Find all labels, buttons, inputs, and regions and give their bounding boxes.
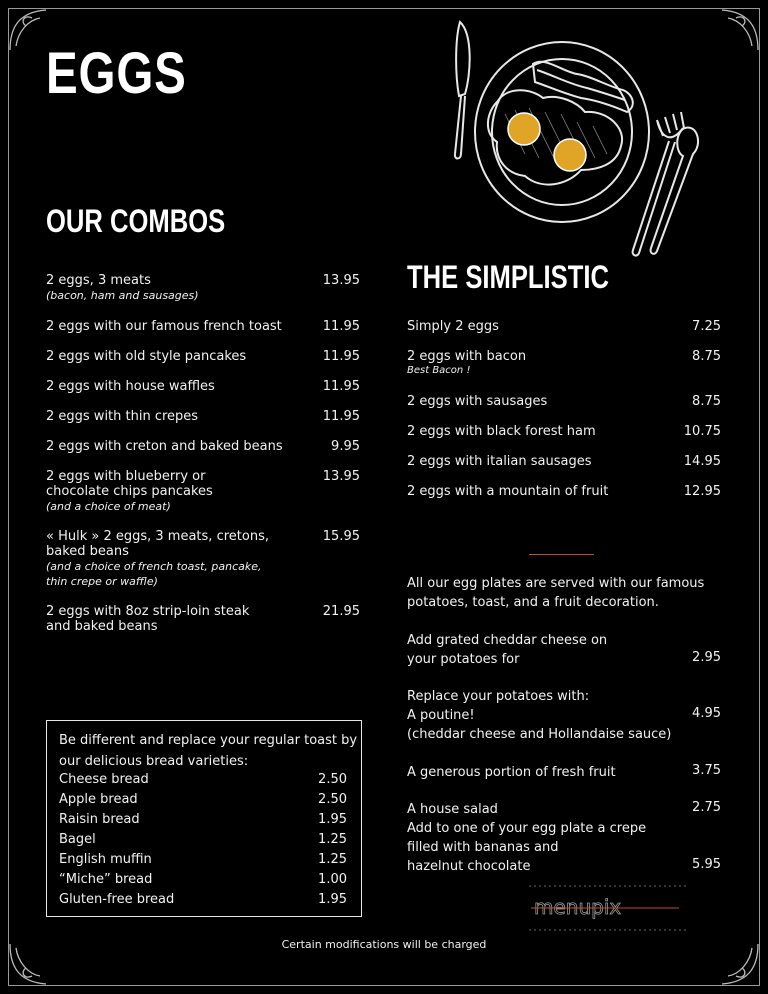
extra-salad-price: 2.75 <box>692 800 721 815</box>
menu-item: 2 eggs with bacon Best Bacon ! <box>407 349 527 376</box>
extra-crepe-price: 5.95 <box>692 857 721 872</box>
menu-item: 2 eggs with house waffles <box>46 379 215 394</box>
menu-item-price: 13.95 <box>322 469 360 484</box>
menu-item-price: 8.75 <box>692 349 721 364</box>
menu-item-price: 11.95 <box>322 379 360 394</box>
bread-varieties-box <box>46 720 362 917</box>
bread-intro: Be different and replace your regular toast by our delicious bread varieties: <box>59 733 358 769</box>
bread-item: Raisin bread 1.95 <box>59 812 347 827</box>
menu-item: 2 eggs with creton and baked beans <box>46 439 283 454</box>
plate-eggs-bacon-illustration <box>425 14 715 259</box>
menu-item-price: 11.95 <box>322 319 360 334</box>
bread-item: “Miche” bread 1.00 <box>59 872 347 887</box>
extra-fruit-price: 3.75 <box>692 763 721 778</box>
menu-item: « Hulk » 2 eggs, 3 meats, cretons, baked beans (and a choice of french toast, pancake, thin crepe or waffle) <box>46 529 269 588</box>
footer-note: Certain modifications will be charged <box>281 938 487 951</box>
bread-item: Apple bread 2.50 <box>59 792 347 807</box>
menu-item-price: 21.95 <box>322 604 360 619</box>
menu-item: 2 eggs with 8oz strip-loin steak and baked beans <box>46 604 250 634</box>
extra-cheddar: Add grated cheddar cheese on your potatoes for <box>407 633 608 667</box>
served-with-note: All our egg plates are served with our famous potatoes, toast, and a fruit decoration. <box>407 576 705 610</box>
extra-fruit: A generous portion of fresh fruit <box>407 765 616 780</box>
menu-item: 2 eggs with blueberry or chocolate chips pancakes (and a choice of meat) <box>46 469 213 513</box>
section-heading-combos: OUR COMBOS <box>46 203 226 239</box>
menu-item-price: 9.95 <box>331 439 360 454</box>
menu-item: 2 eggs with sausages <box>407 394 548 409</box>
menu-item-price: 11.95 <box>322 409 360 424</box>
extra-poutine: Replace your potatoes with: A poutine! (cheddar cheese and Hollandaise sauce) <box>407 689 672 742</box>
menu-item: 2 eggs with italian sausages <box>407 454 592 469</box>
menu-item: 2 eggs with old style pancakes <box>46 349 247 364</box>
bread-item: Cheese bread 2.50 <box>59 772 347 787</box>
section-heading-simplistic: THE SIMPLISTIC <box>407 259 609 295</box>
watermark-logo <box>529 884 689 934</box>
knife-icon <box>455 22 470 159</box>
menu-item-price: 8.75 <box>692 394 721 409</box>
menu-item: 2 eggs with thin crepes <box>46 409 199 424</box>
extra-poutine-price: 4.95 <box>692 706 721 721</box>
bread-item: Bagel 1.25 <box>59 832 347 847</box>
fork-icon <box>633 112 684 256</box>
menu-item-price: 13.95 <box>322 273 360 288</box>
menu-item-price: 11.95 <box>322 349 360 364</box>
bread-item: English muffin 1.25 <box>59 852 347 867</box>
svg-text:menupix: menupix <box>534 895 622 919</box>
corner-flourish-icon <box>714 6 762 54</box>
page-title: EGGS <box>46 41 187 106</box>
menu-item-price: 7.25 <box>692 319 721 334</box>
menu-item: 2 eggs with a mountain of fruit <box>407 484 609 499</box>
bread-item: Gluten-free bread 1.95 <box>59 892 347 907</box>
menu-item: 2 eggs with our famous french toast <box>46 319 282 334</box>
menu-item-price: 14.95 <box>683 454 721 469</box>
menu-item: 2 eggs, 3 meats (bacon, ham and sausages) <box>46 273 199 302</box>
section-divider <box>529 554 594 555</box>
extra-cheddar-price: 2.95 <box>692 650 721 665</box>
extra-salad-crepe: A house salad Add to one of your egg plate a crepe filled with bananas and hazelnut chocolate <box>407 802 647 874</box>
menu-item-price: 12.95 <box>683 484 721 499</box>
menu-item-price: 10.75 <box>683 424 721 439</box>
menu-item-price: 15.95 <box>322 529 360 544</box>
menu-item: 2 eggs with black forest ham <box>407 424 596 439</box>
menu-item: Simply 2 eggs <box>407 319 499 334</box>
